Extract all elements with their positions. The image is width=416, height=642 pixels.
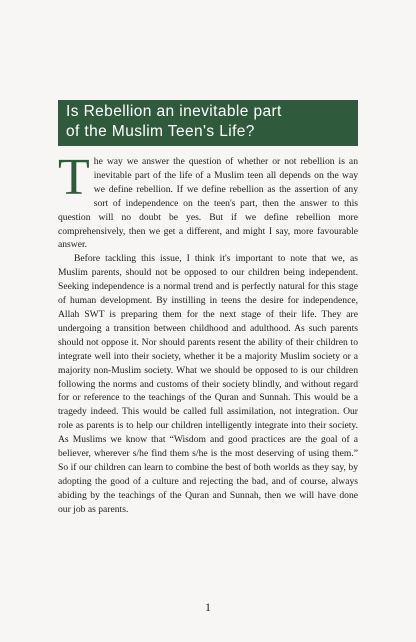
paragraph-2: Before tackling this issue, I think it's important to note that we, as Muslim parents, should not be opposed to our children being independent. Seeking independence is a normal trend and is perfectly natural for this stage of human development. By instilling in teens the desire for independence, Allah SWT is preparing them for the next stage of their life. They are undergoing a transition between childhood and adulthood. As such parents should not oppose it. Nor should parents resent the ability of their children to integrate well into their society, whether it be a majority Muslim society or a majority non-Muslim society. What we should be opposed to is our children following the norms and customs of their society blindly, and without regard for or reference to the teachings of the Quran and Sunnah. This would be a tragedy indeed. This would be called full assimilation, not integration. Our role as parents is to help our children intelligently integrate into their society. As Muslims we know that “Wisdom and good practices are the goal of a believer, wherever s/he find them s/he is the most deserving of using them.” So if our children can learn to combine the best of both worlds as they say, by adopting the good of a culture and rejecting the bad, and of course, always abiding by the teachings of the Quran and Sunnah, then we will have done our job as parents. bbox=[58, 253, 358, 515]
chapter-heading bbox=[58, 100, 358, 146]
paragraph-1-text: he way we answer the question of whether or not rebellion is an inevitable part of the life of a Muslim teen all depends on the way we define rebellion. If we define rebellion as the assertion of any sort of independence on the teen's part, then the answer to this question will no doubt be yes. But if we define rebellion more comprehensively, then we get a different, and might I say, more favourable answer. bbox=[58, 156, 358, 251]
paragraph-1 bbox=[58, 149, 358, 252]
body-text bbox=[58, 149, 358, 517]
drop-cap: T bbox=[58, 149, 90, 206]
page-number: 1 bbox=[205, 600, 211, 614]
chapter-heading-line-1: Is Rebellion an inevitable part bbox=[66, 103, 282, 120]
chapter-heading-line-2: of the Muslim Teen's Life? bbox=[66, 123, 255, 140]
